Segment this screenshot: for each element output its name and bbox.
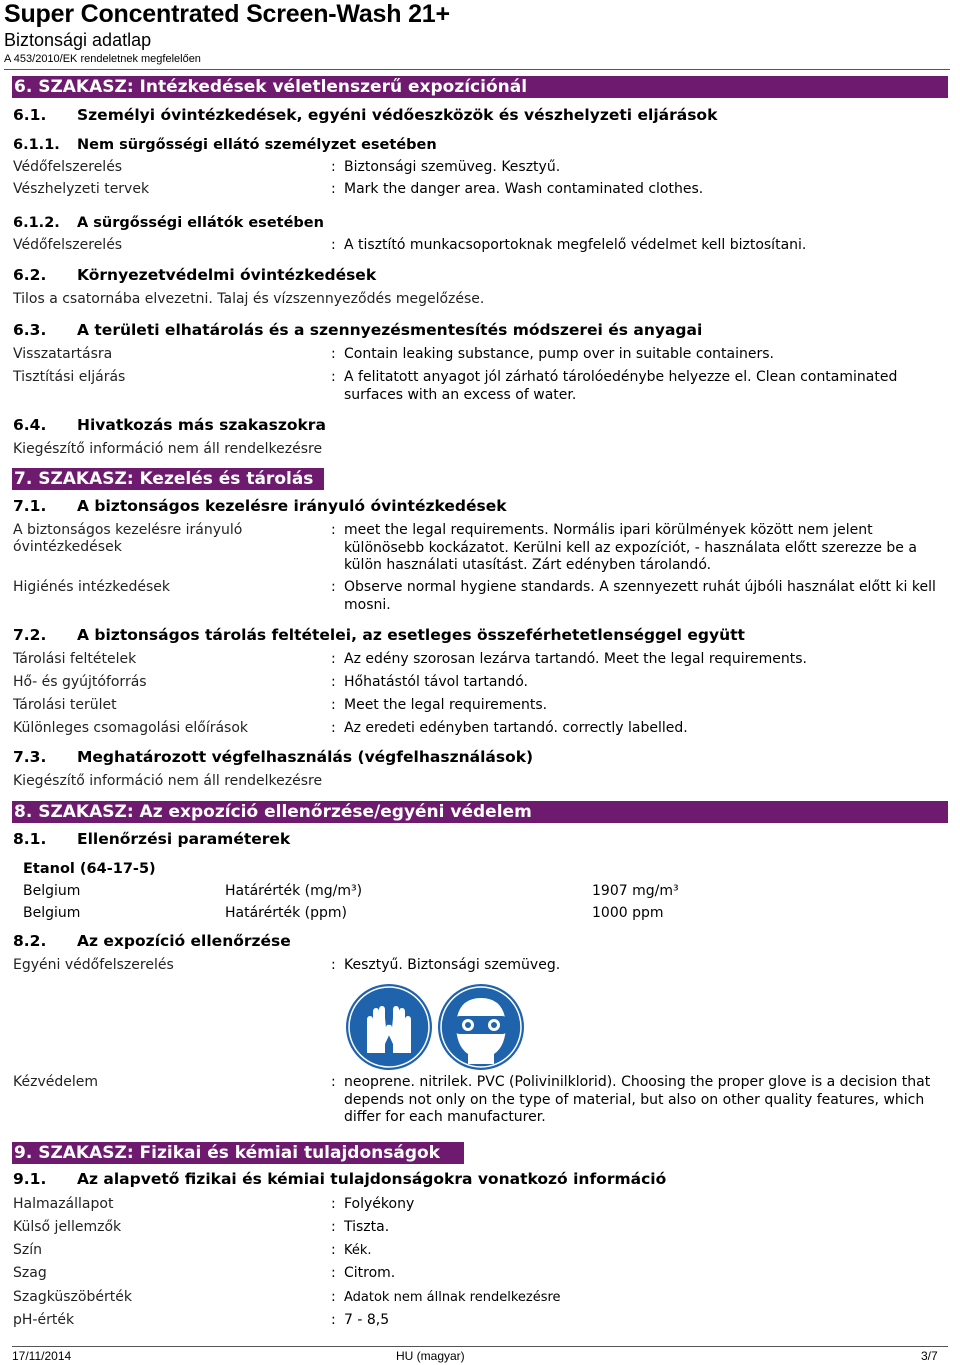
heading-6-1: Személyi óvintézkedések, egyéni védőeszközök és vészhelyzeti eljárások bbox=[77, 106, 718, 124]
label-hygiene: Higiénés intézkedések bbox=[13, 579, 170, 595]
value-hygiene: Observe normal hygiene standards. A szennyezett ruhát újbóli használat előtt ki kell mosni. bbox=[344, 579, 936, 613]
section-8-band: 8. SZAKASZ: Az expozíció ellenőrzése/egyéni védelem bbox=[12, 801, 948, 823]
heading-7-1: A biztonságos kezelésre irányuló óvintézkedések bbox=[77, 497, 507, 515]
colon: : bbox=[331, 159, 336, 175]
header-divider bbox=[4, 69, 950, 70]
table-param: Határérték (ppm) bbox=[225, 905, 347, 921]
colon: : bbox=[331, 1219, 336, 1235]
colon: : bbox=[331, 522, 336, 538]
label-safe-handling-1: A biztonságos kezelésre irányuló bbox=[13, 522, 243, 538]
footer-divider bbox=[12, 1346, 948, 1347]
label-storage-area: Tárolási terület bbox=[13, 697, 117, 713]
heading-8-1: Ellenőrzési paraméterek bbox=[77, 830, 291, 848]
label-odor: Szag bbox=[13, 1265, 47, 1281]
colon: : bbox=[331, 1196, 336, 1212]
value-cleaning: A felitatott anyagot jól zárható tárolóedénybe helyezze el. Clean contaminated surfaces with an excess of water. bbox=[344, 369, 898, 403]
label-color: Szín bbox=[13, 1242, 42, 1258]
heading-6-1-number: 6.1. bbox=[13, 106, 47, 124]
value-appearance: Tiszta. bbox=[344, 1219, 390, 1235]
colon: : bbox=[331, 720, 336, 736]
colon: : bbox=[331, 697, 336, 713]
label-safe-handling-2: óvintézkedések bbox=[13, 539, 122, 555]
value-packaging: Az eredeti edényben tartandó. correctly labelled. bbox=[344, 720, 688, 736]
section-9-band: 9. SZAKASZ: Fizikai és kémiai tulajdonságok bbox=[12, 1142, 464, 1164]
label-emergency-plans: Vészhelyzeti tervek bbox=[13, 181, 150, 197]
document-subtitle: Biztonsági adatlap bbox=[4, 30, 152, 50]
value-safe-handling: meet the legal requirements. Normális ipari körülmények között nem jelent különösebb kockázatot. Kerülni kell az expozíciót, - használata előtt szerezze be a külön használati utasítást. Zárt edényben tárolandó. bbox=[344, 522, 917, 573]
colon: : bbox=[331, 1289, 336, 1305]
value-emergency-plans: Mark the danger area. Wash contaminated clothes. bbox=[344, 181, 704, 197]
value-storage-conditions: Az edény szorosan lezárva tartandó. Meet the legal requirements. bbox=[344, 651, 807, 667]
label-cleaning: Tisztítási eljárás bbox=[13, 369, 126, 385]
text-6-4: Kiegészítő információ nem áll rendelkezésre bbox=[13, 441, 323, 457]
heading-8-1-number: 8.1. bbox=[13, 830, 47, 848]
colon: : bbox=[331, 1265, 336, 1281]
colon: : bbox=[331, 651, 336, 667]
label-hand-protection: Kézvédelem bbox=[13, 1074, 98, 1090]
colon: : bbox=[331, 181, 336, 197]
value-containment: Contain leaking substance, pump over in suitable containers. bbox=[344, 346, 774, 362]
heading-6-3-number: 6.3. bbox=[13, 321, 47, 339]
heading-6-1-1: Nem sürgősségi ellátó személyzet esetében bbox=[77, 137, 437, 153]
table-country: Belgium bbox=[23, 905, 81, 921]
value-physical-state: Folyékony bbox=[344, 1196, 415, 1212]
label-protective-equipment: Védőfelszerelés bbox=[13, 159, 123, 175]
value-ph: 7 - 8,5 bbox=[344, 1312, 390, 1328]
section-7-band: 7. SZAKASZ: Kezelés és tárolás bbox=[12, 468, 324, 490]
heading-7-3: Meghatározott végfelhasználás (végfelhasználások) bbox=[77, 748, 534, 766]
label-odor-threshold: Szagküszöbérték bbox=[13, 1289, 132, 1305]
value-hand-protection: neoprene. nitrilek. PVC (Polivinilklorid). Choosing the proper glove is a decision that depends not only on the type of material, but also on other quality features, which differ for each manufacturer. bbox=[344, 1074, 931, 1125]
label-appearance: Külső jellemzők bbox=[13, 1219, 122, 1235]
table-param: Határérték (mg/m³) bbox=[225, 883, 363, 899]
colon: : bbox=[331, 346, 336, 362]
value-storage-area: Meet the legal requirements. bbox=[344, 697, 548, 713]
value-color: Kék. bbox=[344, 1243, 372, 1258]
colon: : bbox=[331, 369, 336, 385]
heading-6-4-number: 6.4. bbox=[13, 416, 47, 434]
label-responder-equipment: Védőfelszerelés bbox=[13, 237, 123, 253]
table-value: 1000 ppm bbox=[592, 905, 664, 921]
colon: : bbox=[331, 1242, 336, 1258]
heading-6-1-1-number: 6.1.1. bbox=[13, 137, 60, 153]
label-ph: pH-érték bbox=[13, 1312, 75, 1328]
table-country: Belgium bbox=[23, 883, 81, 899]
label-packaging: Különleges csomagolási előírások bbox=[13, 720, 249, 736]
table-value: 1907 mg/m³ bbox=[592, 883, 679, 899]
ppe-pictograms bbox=[344, 982, 528, 1072]
section-6-band: 6. SZAKASZ: Intézkedések véletlenszerű expozíciónál bbox=[12, 76, 948, 98]
label-containment: Visszatartásra bbox=[13, 346, 113, 362]
heading-7-1-number: 7.1. bbox=[13, 497, 47, 515]
label-heat-ignition: Hő- és gyújtóforrás bbox=[13, 674, 147, 690]
value-heat-ignition: Hőhatástól távol tartandó. bbox=[344, 674, 528, 690]
footer-date: 17/11/2014 bbox=[12, 1349, 72, 1363]
colon: : bbox=[331, 957, 336, 973]
heading-6-2-number: 6.2. bbox=[13, 266, 47, 284]
regulation-note: A 453/2010/EK rendeletnek megfelelően bbox=[4, 53, 201, 65]
value-ppe: Kesztyű. Biztonsági szemüveg. bbox=[344, 957, 561, 973]
value-odor: Citrom. bbox=[344, 1265, 396, 1281]
gloves-icon bbox=[346, 984, 432, 1070]
colon: : bbox=[331, 1312, 336, 1328]
heading-6-2: Környezetvédelmi óvintézkedések bbox=[77, 266, 377, 284]
text-6-2: Tilos a csatornába elvezetni. Talaj és vízszennyeződés megelőzése. bbox=[13, 291, 485, 307]
label-physical-state: Halmazállapot bbox=[13, 1196, 114, 1212]
document-title: Super Concentrated Screen-Wash 21+ bbox=[4, 0, 450, 28]
heading-8-2-number: 8.2. bbox=[13, 932, 47, 950]
heading-6-1-2: A sürgősségi ellátók esetében bbox=[77, 215, 324, 231]
label-ppe: Egyéni védőfelszerelés bbox=[13, 957, 174, 973]
colon: : bbox=[331, 1074, 336, 1090]
heading-6-3: A területi elhatárolás és a szennyezésmentesítés módszerei és anyagai bbox=[77, 321, 703, 339]
heading-6-1-2-number: 6.1.2. bbox=[13, 215, 60, 231]
substance-name: Etanol (64-17-5) bbox=[23, 861, 156, 877]
heading-7-3-number: 7.3. bbox=[13, 748, 47, 766]
heading-8-2: Az expozíció ellenőrzése bbox=[77, 932, 291, 950]
footer-language: HU (magyar) bbox=[396, 1349, 465, 1363]
heading-7-2-number: 7.2. bbox=[13, 626, 47, 644]
heading-9-1: Az alapvető fizikai és kémiai tulajdonságokra vonatkozó információ bbox=[77, 1170, 667, 1188]
colon: : bbox=[331, 674, 336, 690]
colon: : bbox=[331, 237, 336, 253]
label-storage-conditions: Tárolási feltételek bbox=[13, 651, 137, 667]
heading-9-1-number: 9.1. bbox=[13, 1170, 47, 1188]
footer-page-number: 3/7 bbox=[921, 1349, 938, 1363]
colon: : bbox=[331, 579, 336, 595]
heading-6-4: Hivatkozás más szakaszokra bbox=[77, 416, 326, 434]
heading-7-2: A biztonságos tárolás feltételei, az esetleges összeférhetetlenséggel együtt bbox=[77, 626, 745, 644]
value-odor-threshold: Adatok nem állnak rendelkezésre bbox=[344, 1290, 561, 1305]
safety-goggles-icon bbox=[438, 984, 524, 1070]
text-7-3: Kiegészítő információ nem áll rendelkezésre bbox=[13, 773, 323, 789]
value-protective-equipment: Biztonsági szemüveg. Kesztyű. bbox=[344, 159, 561, 175]
value-responder-equipment: A tisztító munkacsoportoknak megfelelő védelmet kell biztosítani. bbox=[344, 237, 807, 253]
